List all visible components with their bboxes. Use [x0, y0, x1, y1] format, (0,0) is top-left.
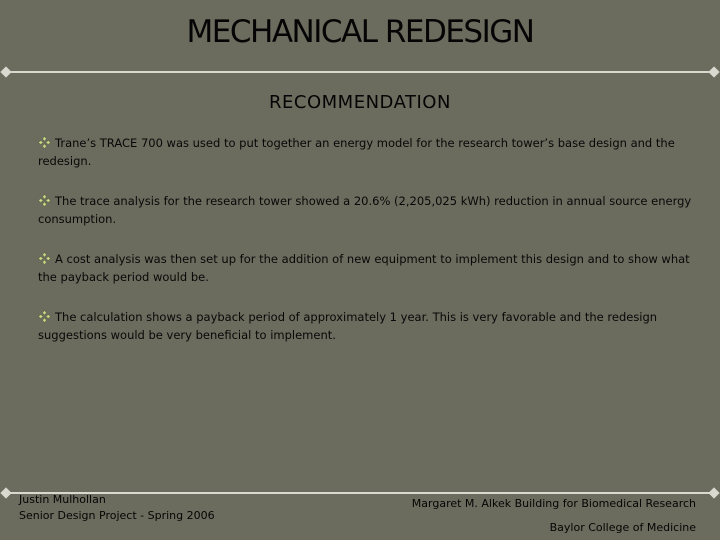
four-diamond-bullet-icon	[38, 136, 51, 149]
bullet-item	[38, 192, 693, 228]
footer-institution: Baylor College of Medicine	[549, 521, 696, 534]
slide-title: MECHANICAL REDESIGN	[186, 14, 534, 50]
bullet-text: Trane’s TRACE 700 was used to put together an energy model for the research tower’s base design and the redesign.	[38, 136, 675, 168]
four-diamond-bullet-icon	[38, 252, 51, 265]
footer-building-name: Margaret M. Alkek Building for Biomedical Research	[411, 497, 696, 510]
footer-author	[19, 492, 215, 524]
footer-project: Senior Design Project - Spring 2006	[19, 509, 215, 522]
bullet-text: A cost analysis was then set up for the addition of new equipment to implement this design and to show what the payback period would be.	[38, 252, 690, 284]
bullet-item	[38, 250, 693, 286]
divider-diamond-icon	[0, 487, 11, 498]
divider-diamond-icon	[708, 66, 719, 77]
footer-author-name: Justin Mulhollan	[19, 493, 106, 506]
footer-building	[412, 492, 696, 540]
bullet-text: The trace analysis for the research tower showed a 20.6% (2,205,025 kWh) reduction in annual source energy consumption.	[38, 194, 692, 226]
bullet-item	[38, 308, 693, 344]
divider-diamond-icon	[708, 487, 719, 498]
bullet-list	[38, 134, 693, 366]
slide-subtitle: RECOMMENDATION	[269, 92, 451, 113]
four-diamond-bullet-icon	[38, 194, 51, 207]
divider-diamond-icon	[0, 66, 11, 77]
top-divider	[6, 71, 714, 73]
four-diamond-bullet-icon	[38, 310, 51, 323]
bullet-text: The calculation shows a payback period of approximately 1 year. This is very favorable and the redesign suggestions would be very beneficial to implement.	[38, 310, 658, 342]
bullet-item	[38, 134, 693, 170]
